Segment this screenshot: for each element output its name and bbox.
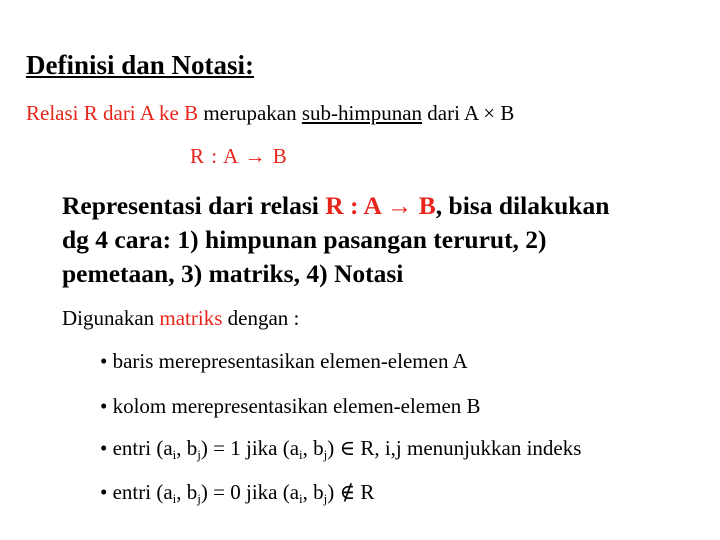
entry-text: • entri (a bbox=[100, 436, 173, 460]
subset-term: sub-himpunan bbox=[301, 101, 423, 125]
relation-notation-inline: R : A → B bbox=[325, 191, 436, 220]
intro-text-end: dengan : bbox=[222, 306, 300, 330]
matrix-intro bbox=[62, 306, 299, 331]
entry-text: ) ∉ R bbox=[327, 480, 375, 504]
entry-text: , b bbox=[302, 436, 324, 460]
subscript-j: j bbox=[197, 491, 201, 506]
paragraph-line-1 bbox=[62, 189, 609, 223]
relation-notation: R : A → B bbox=[190, 144, 288, 168]
entry-text: ) = 1 jika (a bbox=[200, 436, 300, 460]
entry-text: ) = 0 jika (a bbox=[200, 480, 300, 504]
bullet-columns: • kolom merepresentasikan elemen-elemen B bbox=[100, 394, 481, 418]
subscript-i: i bbox=[172, 491, 177, 506]
definition-line bbox=[26, 101, 514, 126]
subscript-i: i bbox=[299, 491, 303, 506]
bullet-rows: • baris merepresentasikan elemen-elemen A bbox=[100, 349, 468, 373]
subscript-j: j bbox=[323, 447, 328, 462]
bullet-entry-zero bbox=[100, 480, 374, 505]
relation-phrase: Relasi R dari A ke B bbox=[26, 101, 199, 125]
subscript-i: i bbox=[172, 447, 177, 462]
bullet-entry-one bbox=[100, 436, 581, 461]
subscript-i: i bbox=[299, 447, 303, 462]
subscript-j: j bbox=[197, 447, 201, 462]
entry-text: , b bbox=[176, 480, 198, 504]
entry-text: ) ∈ R, i,j menunjukkan indeks bbox=[327, 436, 582, 460]
entry-text: , b bbox=[176, 436, 198, 460]
intro-text: Digunakan bbox=[62, 306, 160, 330]
paragraph-text: Representasi dari relasi bbox=[62, 191, 326, 220]
entry-text: , b bbox=[302, 480, 324, 504]
paragraph-text-end: , bisa dilakukan bbox=[435, 191, 610, 220]
paragraph-line-2: dg 4 cara: 1) himpunan pasangan terurut, 2) bbox=[62, 225, 547, 254]
definition-text: merupakan bbox=[198, 101, 302, 125]
paragraph-line-3: pemetaan, 3) matriks, 4) Notasi bbox=[62, 259, 404, 288]
representation-paragraph bbox=[62, 189, 609, 291]
entry-text: • entri (a bbox=[100, 480, 173, 504]
page-title: Definisi dan Notasi: bbox=[26, 50, 255, 80]
subscript-j: j bbox=[323, 491, 328, 506]
definition-text-end: dari A × B bbox=[422, 101, 515, 125]
matrix-term: matriks bbox=[159, 306, 223, 330]
